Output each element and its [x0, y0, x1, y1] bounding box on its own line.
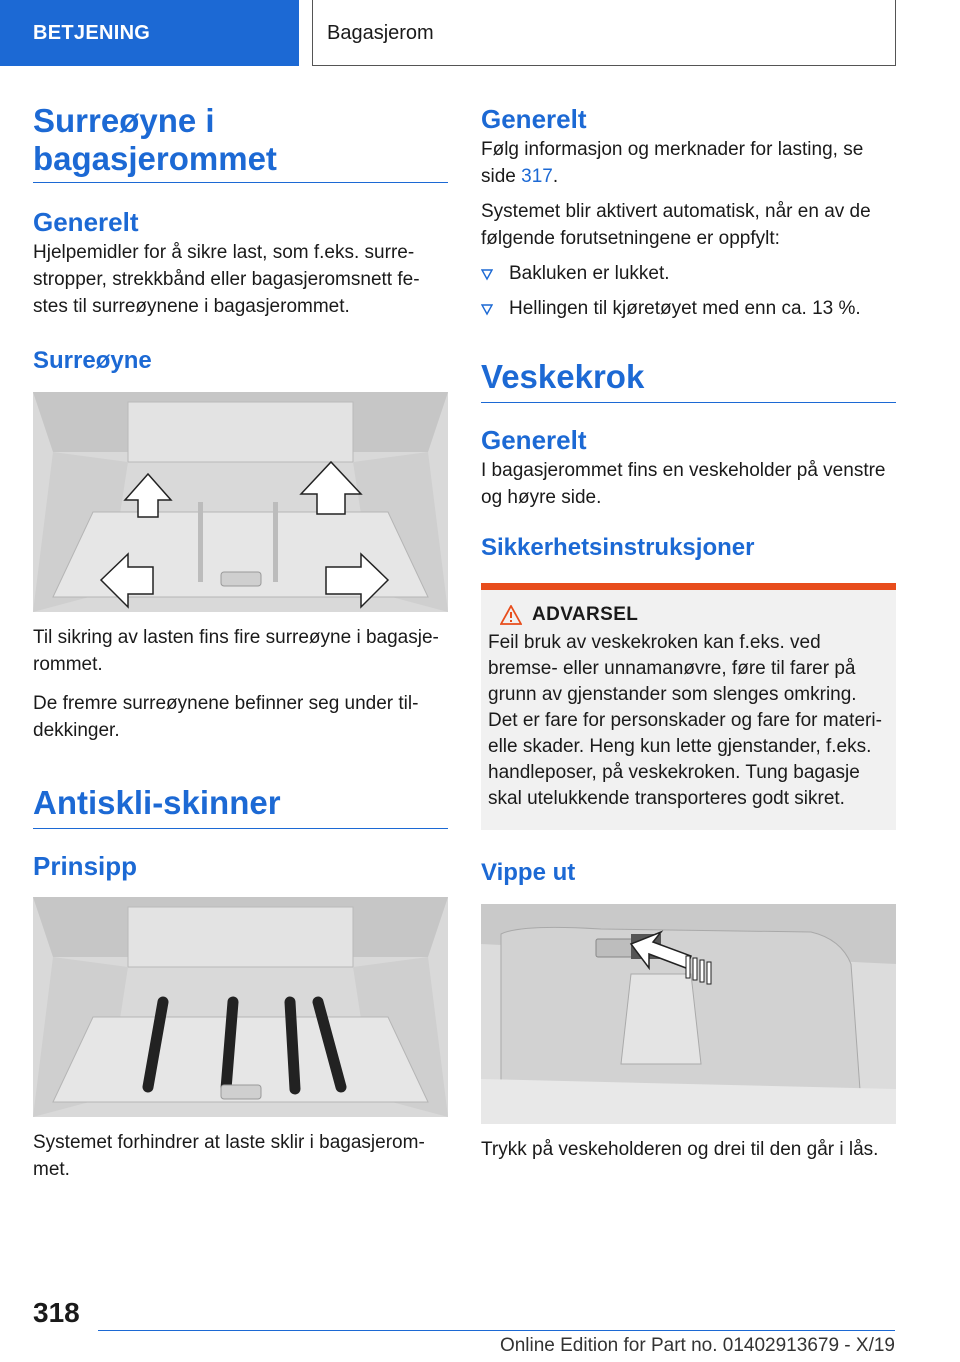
caption-surreoyne-2: De fremre surreøynene befinner seg under tildekkinger.	[33, 693, 419, 741]
heading-surreoyne: Surreøyne	[33, 347, 152, 374]
paragraph-vippe-ut: Trykk på veskeholderen og drei til den går i lås.	[481, 1139, 879, 1160]
warning-text: Feil bruk av veskekroken kan f.eks. ved bremse- eller unnamanøvre, føre til farer på grunn av gjenstander som slenges omkring. Det er fare for personskader og fare for materielle skader. Heng kun lette gjenstander, f.eks. handleposer, på veskekroken. Tung bagasje skal utelukkende transporteres godt sikret.	[488, 632, 882, 809]
page-link-317[interactable]: 317	[521, 166, 553, 187]
header-page-title: Bagasjerom	[312, 0, 896, 66]
caption-surreoyne-1: Til sikring av lasten fins fire surreøyne i bagasjerommet.	[33, 627, 439, 675]
heading-prinsipp: Prinsipp	[33, 851, 138, 881]
left-column	[33, 102, 448, 1183]
warning-triangle-icon	[500, 605, 522, 625]
paragraph-system-aktivert: Systemet blir aktivert automatisk, når en av de følgende forutsetningene er oppfylt:	[481, 201, 871, 249]
heading-surreoyne-i-bagasjerommet: Surreøyne i bagasjerommet	[33, 102, 277, 177]
list-item	[481, 295, 896, 322]
warning-title: ADVARSEL	[532, 604, 639, 625]
lasting-info-text: Følg informasjon og merknader for lasting, se side	[481, 139, 864, 187]
figure-trunk-lashing-eyes	[33, 392, 448, 612]
heading-antiskli-skinner: Antiskli-skinner	[33, 784, 448, 829]
heading-rule	[33, 182, 448, 183]
heading-vippe-ut: Vippe ut	[481, 859, 576, 886]
heading-veskekrok: Veskekrok	[481, 358, 896, 403]
header-section-tab: BETJENING	[0, 0, 299, 66]
paragraph-generelt: Hjelpemidler for å sikre last, som f.eks. surrestropper, strekkbånd eller bagasjeromsnett festes til surreøynene i bagasjerommet.	[33, 242, 420, 317]
lasting-info-end: .	[552, 166, 559, 187]
page-number: 318	[33, 1297, 80, 1328]
list-item	[481, 260, 896, 287]
heading-generelt-veskekrok: Generelt	[481, 425, 587, 455]
list-item-text: Bakluken er lukket.	[509, 263, 670, 284]
heading-generelt: Generelt	[33, 207, 139, 237]
heading-sikkerhetsinstruksjoner: Sikkerhetsinstruksjoner	[481, 534, 755, 561]
heading-generelt-right: Generelt	[481, 104, 587, 134]
figure-bag-hook	[481, 904, 896, 1124]
warning-header	[488, 604, 888, 626]
list-item-text: Hellingen til kjøretøyet med enn ca. 13 %.	[509, 298, 861, 319]
paragraph-lasting-info	[481, 136, 896, 190]
condition-list	[481, 260, 896, 322]
triangle-bullet-icon	[481, 304, 493, 316]
footer-edition: Online Edition for Part no. 01402913679 - X/19	[98, 1330, 895, 1357]
paragraph-veskeholder: I bagasjerommet fins en veskeholder på venstre og høyre side.	[481, 460, 886, 508]
warning-box	[481, 583, 896, 830]
figure-antislip-rails	[33, 897, 448, 1117]
right-column	[481, 102, 896, 1163]
paragraph-prinsipp: Systemet forhindrer at laste sklir i bagasjerommet.	[33, 1132, 425, 1180]
triangle-bullet-icon	[481, 269, 493, 281]
